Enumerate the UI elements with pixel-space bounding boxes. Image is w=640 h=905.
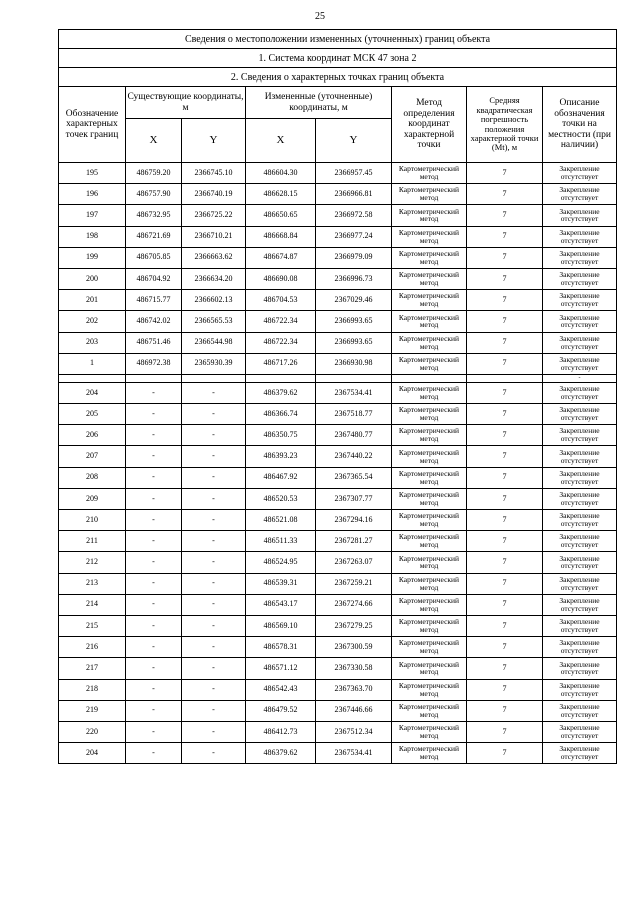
cell-point-id: 212 bbox=[59, 552, 126, 573]
cell-changed-y: 2366930.98 bbox=[316, 353, 392, 374]
table-row bbox=[59, 552, 617, 573]
cell-existing-x: 486732.95 bbox=[126, 205, 182, 226]
cell-description: Закрепление отсутствует bbox=[543, 404, 617, 425]
cell-changed-x: 486379.62 bbox=[246, 382, 316, 403]
cell-existing-x: - bbox=[126, 700, 182, 721]
cell-changed-y: 2367274.66 bbox=[316, 594, 392, 615]
cell-existing-y: - bbox=[182, 467, 246, 488]
cell-error: 7 bbox=[467, 353, 543, 374]
cell-existing-y: 2366710.21 bbox=[182, 226, 246, 247]
cell-point-id: 211 bbox=[59, 531, 126, 552]
cell-error: 7 bbox=[467, 573, 543, 594]
cell-point-id: 216 bbox=[59, 637, 126, 658]
header-changed-y: Y bbox=[316, 119, 392, 163]
table-row bbox=[59, 290, 617, 311]
cell-description: Закрепление отсутствует bbox=[543, 353, 617, 374]
cell-description: Закрепление отсутствует bbox=[543, 332, 617, 353]
cell-changed-y: 2366979.09 bbox=[316, 247, 392, 268]
cell-changed-x: 486690.08 bbox=[246, 268, 316, 289]
cell-description: Закрепление отсутствует bbox=[543, 700, 617, 721]
spacer-cell bbox=[246, 374, 316, 382]
table-row bbox=[59, 404, 617, 425]
spacer-cell bbox=[59, 374, 126, 382]
table-row bbox=[59, 205, 617, 226]
cell-changed-y: 2367307.77 bbox=[316, 488, 392, 509]
cell-error: 7 bbox=[467, 247, 543, 268]
cell-point-id: 219 bbox=[59, 700, 126, 721]
table-row bbox=[59, 637, 617, 658]
cell-changed-y: 2367300.59 bbox=[316, 637, 392, 658]
cell-changed-x: 486543.17 bbox=[246, 594, 316, 615]
cell-existing-y: - bbox=[182, 615, 246, 636]
page-number: 25 bbox=[315, 11, 325, 22]
cell-description: Закрепление отсутствует bbox=[543, 425, 617, 446]
cell-method: Картометрический метод bbox=[392, 247, 467, 268]
cell-method: Картометрический метод bbox=[392, 743, 467, 764]
table-row bbox=[59, 700, 617, 721]
cell-existing-y: - bbox=[182, 382, 246, 403]
cell-method: Картометрический метод bbox=[392, 467, 467, 488]
cell-error: 7 bbox=[467, 268, 543, 289]
coordinate-system-title: 1. Система координат МСК 47 зона 2 bbox=[59, 49, 617, 68]
cell-existing-y: - bbox=[182, 637, 246, 658]
cell-description: Закрепление отсутствует bbox=[543, 721, 617, 742]
spacer-cell bbox=[316, 374, 392, 382]
table-row bbox=[59, 226, 617, 247]
cell-changed-x: 486668.84 bbox=[246, 226, 316, 247]
cell-changed-x: 486524.95 bbox=[246, 552, 316, 573]
cell-changed-y: 2367440.22 bbox=[316, 446, 392, 467]
table-row bbox=[59, 658, 617, 679]
cell-existing-x: 486757.90 bbox=[126, 184, 182, 205]
table-row bbox=[59, 488, 617, 509]
cell-description: Закрепление отсутствует bbox=[543, 163, 617, 184]
header-existing-y: Y bbox=[182, 119, 246, 163]
cell-changed-y: 2366966.81 bbox=[316, 184, 392, 205]
cell-error: 7 bbox=[467, 637, 543, 658]
cell-method: Картометрический метод bbox=[392, 531, 467, 552]
cell-method: Картометрический метод bbox=[392, 382, 467, 403]
spacer-cell bbox=[182, 374, 246, 382]
cell-method: Картометрический метод bbox=[392, 290, 467, 311]
cell-changed-y: 2367259.21 bbox=[316, 573, 392, 594]
cell-description: Закрепление отсутствует bbox=[543, 467, 617, 488]
section-title: 2. Сведения о характерных точках границ объекта bbox=[59, 68, 617, 87]
header-existing-coordinates: Существующие координаты, м bbox=[126, 87, 246, 119]
spacer-cell bbox=[126, 374, 182, 382]
cell-error: 7 bbox=[467, 721, 543, 742]
cell-existing-x: 486704.92 bbox=[126, 268, 182, 289]
cell-error: 7 bbox=[467, 382, 543, 403]
cell-point-id: 215 bbox=[59, 615, 126, 636]
cell-point-id: 206 bbox=[59, 425, 126, 446]
cell-method: Картометрический метод bbox=[392, 268, 467, 289]
cell-changed-y: 2367480.77 bbox=[316, 425, 392, 446]
cell-existing-x: - bbox=[126, 552, 182, 573]
cell-method: Картометрический метод bbox=[392, 721, 467, 742]
cell-method: Картометрический метод bbox=[392, 510, 467, 531]
cell-changed-x: 486412.73 bbox=[246, 721, 316, 742]
table-row bbox=[59, 268, 617, 289]
cell-point-id: 205 bbox=[59, 404, 126, 425]
cell-changed-y: 2367512.34 bbox=[316, 721, 392, 742]
table-row bbox=[59, 721, 617, 742]
cell-changed-x: 486393.23 bbox=[246, 446, 316, 467]
cell-changed-y: 2367294.16 bbox=[316, 510, 392, 531]
header-error: Средняя квадратическая погрешность положения характерной точки (Mt), м bbox=[467, 87, 543, 163]
cell-description: Закрепление отсутствует bbox=[543, 510, 617, 531]
cell-changed-y: 2367365.54 bbox=[316, 467, 392, 488]
cell-existing-y: - bbox=[182, 573, 246, 594]
cell-description: Закрепление отсутствует bbox=[543, 226, 617, 247]
cell-error: 7 bbox=[467, 311, 543, 332]
cell-changed-y: 2367518.77 bbox=[316, 404, 392, 425]
table-row bbox=[59, 184, 617, 205]
cell-error: 7 bbox=[467, 615, 543, 636]
cell-description: Закрепление отсутствует bbox=[543, 552, 617, 573]
cell-changed-y: 2367330.58 bbox=[316, 658, 392, 679]
cell-existing-y: 2366725.22 bbox=[182, 205, 246, 226]
cell-description: Закрепление отсутствует bbox=[543, 268, 617, 289]
header-changed-coordinates: Измененные (уточненные) координаты, м bbox=[246, 87, 392, 119]
cell-error: 7 bbox=[467, 163, 543, 184]
cell-error: 7 bbox=[467, 332, 543, 353]
cell-existing-x: - bbox=[126, 488, 182, 509]
cell-description: Закрепление отсутствует bbox=[543, 637, 617, 658]
cell-existing-x: 486715.77 bbox=[126, 290, 182, 311]
cell-existing-y: - bbox=[182, 700, 246, 721]
cell-changed-y: 2367281.27 bbox=[316, 531, 392, 552]
spacer-cell bbox=[392, 374, 467, 382]
cell-point-id: 218 bbox=[59, 679, 126, 700]
cell-method: Картометрический метод bbox=[392, 184, 467, 205]
cell-changed-x: 486521.08 bbox=[246, 510, 316, 531]
cell-existing-x: - bbox=[126, 446, 182, 467]
cell-description: Закрепление отсутствует bbox=[543, 743, 617, 764]
cell-point-id: 197 bbox=[59, 205, 126, 226]
cell-existing-x: 486742.02 bbox=[126, 311, 182, 332]
cell-existing-y: 2366663.62 bbox=[182, 247, 246, 268]
cell-existing-x: - bbox=[126, 743, 182, 764]
cell-point-id: 209 bbox=[59, 488, 126, 509]
cell-error: 7 bbox=[467, 467, 543, 488]
cell-existing-x: - bbox=[126, 679, 182, 700]
table-row bbox=[59, 510, 617, 531]
cell-existing-x: - bbox=[126, 573, 182, 594]
cell-point-id: 196 bbox=[59, 184, 126, 205]
cell-existing-y: - bbox=[182, 658, 246, 679]
cell-method: Картометрический метод bbox=[392, 404, 467, 425]
cell-method: Картометрический метод bbox=[392, 552, 467, 573]
cell-point-id: 1 bbox=[59, 353, 126, 374]
cell-error: 7 bbox=[467, 743, 543, 764]
cell-changed-x: 486520.53 bbox=[246, 488, 316, 509]
cell-existing-y: - bbox=[182, 594, 246, 615]
cell-method: Картометрический метод bbox=[392, 615, 467, 636]
cell-error: 7 bbox=[467, 425, 543, 446]
cell-method: Картометрический метод bbox=[392, 488, 467, 509]
cell-changed-x: 486674.87 bbox=[246, 247, 316, 268]
cell-method: Картометрический метод bbox=[392, 679, 467, 700]
cell-existing-x: 486751.46 bbox=[126, 332, 182, 353]
cell-existing-x: - bbox=[126, 382, 182, 403]
cell-existing-x: 486705.85 bbox=[126, 247, 182, 268]
cell-existing-x: - bbox=[126, 658, 182, 679]
cell-changed-x: 486379.62 bbox=[246, 743, 316, 764]
cell-changed-y: 2367029.46 bbox=[316, 290, 392, 311]
cell-point-id: 199 bbox=[59, 247, 126, 268]
cell-existing-y: - bbox=[182, 679, 246, 700]
table-row bbox=[59, 743, 617, 764]
cell-method: Картометрический метод bbox=[392, 332, 467, 353]
cell-existing-y: - bbox=[182, 488, 246, 509]
cell-changed-y: 2366996.73 bbox=[316, 268, 392, 289]
cell-changed-x: 486628.15 bbox=[246, 184, 316, 205]
cell-changed-x: 486569.10 bbox=[246, 615, 316, 636]
cell-method: Картометрический метод bbox=[392, 226, 467, 247]
cell-description: Закрепление отсутствует bbox=[543, 446, 617, 467]
cell-point-id: 204 bbox=[59, 743, 126, 764]
table-row bbox=[59, 425, 617, 446]
cell-changed-y: 2367263.07 bbox=[316, 552, 392, 573]
cell-error: 7 bbox=[467, 552, 543, 573]
table-row bbox=[59, 679, 617, 700]
cell-point-id: 202 bbox=[59, 311, 126, 332]
cell-error: 7 bbox=[467, 488, 543, 509]
cell-changed-y: 2366993.65 bbox=[316, 332, 392, 353]
spacer-cell: - bbox=[543, 374, 617, 382]
cell-error: 7 bbox=[467, 531, 543, 552]
cell-error: 7 bbox=[467, 446, 543, 467]
table-row bbox=[59, 573, 617, 594]
cell-existing-y: 2366602.13 bbox=[182, 290, 246, 311]
cell-existing-x: 486759.20 bbox=[126, 163, 182, 184]
cell-existing-y: - bbox=[182, 721, 246, 742]
cell-description: Закрепление отсутствует bbox=[543, 382, 617, 403]
cell-point-id: 213 bbox=[59, 573, 126, 594]
table-row bbox=[59, 446, 617, 467]
table-row bbox=[59, 163, 617, 184]
cell-changed-y: 2367534.41 bbox=[316, 743, 392, 764]
cell-error: 7 bbox=[467, 290, 543, 311]
cell-point-id: 195 bbox=[59, 163, 126, 184]
cell-existing-x: - bbox=[126, 510, 182, 531]
cell-changed-x: 486578.31 bbox=[246, 637, 316, 658]
table-row bbox=[59, 247, 617, 268]
table-row bbox=[59, 615, 617, 636]
cell-description: Закрепление отсутствует bbox=[543, 205, 617, 226]
cell-existing-y: - bbox=[182, 531, 246, 552]
cell-error: 7 bbox=[467, 404, 543, 425]
cell-error: 7 bbox=[467, 510, 543, 531]
coordinates-table bbox=[58, 29, 617, 764]
cell-existing-x: - bbox=[126, 721, 182, 742]
cell-changed-y: 2366993.65 bbox=[316, 311, 392, 332]
cell-method: Картометрический метод bbox=[392, 573, 467, 594]
cell-description: Закрепление отсутствует bbox=[543, 247, 617, 268]
cell-existing-x: 486721.69 bbox=[126, 226, 182, 247]
cell-description: Закрепление отсутствует bbox=[543, 531, 617, 552]
table-row bbox=[59, 332, 617, 353]
cell-existing-y: - bbox=[182, 446, 246, 467]
cell-method: Картометрический метод bbox=[392, 637, 467, 658]
cell-point-id: 217 bbox=[59, 658, 126, 679]
cell-error: 7 bbox=[467, 184, 543, 205]
cell-point-id: 203 bbox=[59, 332, 126, 353]
cell-error: 7 bbox=[467, 205, 543, 226]
cell-changed-y: 2366957.45 bbox=[316, 163, 392, 184]
cell-error: 7 bbox=[467, 594, 543, 615]
cell-description: Закрепление отсутствует bbox=[543, 488, 617, 509]
cell-changed-x: 486479.52 bbox=[246, 700, 316, 721]
table-row bbox=[59, 594, 617, 615]
cell-changed-y: 2367446.66 bbox=[316, 700, 392, 721]
cell-point-id: 204 bbox=[59, 382, 126, 403]
cell-existing-y: - bbox=[182, 404, 246, 425]
cell-changed-y: 2366977.24 bbox=[316, 226, 392, 247]
cell-point-id: 201 bbox=[59, 290, 126, 311]
cell-existing-x: - bbox=[126, 615, 182, 636]
cell-existing-x: - bbox=[126, 531, 182, 552]
spacer-cell bbox=[467, 374, 543, 382]
table-title: Сведения о местоположении измененных (уточненных) границ объекта bbox=[59, 30, 617, 49]
table-row bbox=[59, 353, 617, 374]
cell-description: Закрепление отсутствует bbox=[543, 184, 617, 205]
cell-existing-y: 2366565.53 bbox=[182, 311, 246, 332]
cell-changed-x: 486650.65 bbox=[246, 205, 316, 226]
cell-point-id: 208 bbox=[59, 467, 126, 488]
cell-changed-x: 486717.26 bbox=[246, 353, 316, 374]
cell-error: 7 bbox=[467, 679, 543, 700]
cell-existing-y: 2366544.98 bbox=[182, 332, 246, 353]
cell-description: Закрепление отсутствует bbox=[543, 615, 617, 636]
cell-existing-y: - bbox=[182, 510, 246, 531]
cell-changed-x: 486704.53 bbox=[246, 290, 316, 311]
cell-description: Закрепление отсутствует bbox=[543, 658, 617, 679]
cell-changed-x: 486722.34 bbox=[246, 311, 316, 332]
cell-method: Картометрический метод bbox=[392, 658, 467, 679]
cell-point-id: 220 bbox=[59, 721, 126, 742]
header-method: Метод определения координат характерной точки bbox=[392, 87, 467, 163]
cell-point-id: 207 bbox=[59, 446, 126, 467]
cell-description: Закрепление отсутствует bbox=[543, 290, 617, 311]
cell-changed-x: 486467.92 bbox=[246, 467, 316, 488]
cell-existing-x: 486972.38 bbox=[126, 353, 182, 374]
cell-method: Картометрический метод bbox=[392, 311, 467, 332]
spacer-row bbox=[59, 374, 617, 382]
cell-point-id: 200 bbox=[59, 268, 126, 289]
cell-changed-x: 486722.34 bbox=[246, 332, 316, 353]
cell-existing-x: - bbox=[126, 637, 182, 658]
cell-point-id: 210 bbox=[59, 510, 126, 531]
cell-changed-y: 2367363.70 bbox=[316, 679, 392, 700]
cell-description: Закрепление отсутствует bbox=[543, 311, 617, 332]
cell-method: Картометрический метод bbox=[392, 446, 467, 467]
cell-method: Картометрический метод bbox=[392, 205, 467, 226]
cell-existing-y: - bbox=[182, 425, 246, 446]
cell-existing-x: - bbox=[126, 404, 182, 425]
cell-error: 7 bbox=[467, 658, 543, 679]
table-row bbox=[59, 311, 617, 332]
cell-point-id: 198 bbox=[59, 226, 126, 247]
cell-existing-x: - bbox=[126, 425, 182, 446]
cell-existing-y: - bbox=[182, 743, 246, 764]
cell-changed-y: 2366972.58 bbox=[316, 205, 392, 226]
header-designation: Обозначение характерных точек границ bbox=[59, 87, 126, 163]
header-description: Описание обозначения точки на местности (при наличии) bbox=[543, 87, 617, 163]
cell-existing-x: - bbox=[126, 467, 182, 488]
cell-description: Закрепление отсутствует bbox=[543, 594, 617, 615]
cell-changed-x: 486350.75 bbox=[246, 425, 316, 446]
cell-existing-y: 2365930.39 bbox=[182, 353, 246, 374]
cell-method: Картометрический метод bbox=[392, 163, 467, 184]
table-row bbox=[59, 531, 617, 552]
cell-method: Картометрический метод bbox=[392, 353, 467, 374]
cell-error: 7 bbox=[467, 700, 543, 721]
cell-changed-x: 486366.74 bbox=[246, 404, 316, 425]
cell-existing-y: 2366634.20 bbox=[182, 268, 246, 289]
cell-changed-x: 486542.43 bbox=[246, 679, 316, 700]
cell-changed-x: 486511.33 bbox=[246, 531, 316, 552]
table-row bbox=[59, 382, 617, 403]
cell-changed-x: 486571.12 bbox=[246, 658, 316, 679]
cell-method: Картометрический метод bbox=[392, 700, 467, 721]
cell-existing-y: 2366745.10 bbox=[182, 163, 246, 184]
header-changed-x: X bbox=[246, 119, 316, 163]
cell-method: Картометрический метод bbox=[392, 594, 467, 615]
table-body bbox=[59, 30, 617, 764]
cell-changed-x: 486539.31 bbox=[246, 573, 316, 594]
cell-description: Закрепление отсутствует bbox=[543, 573, 617, 594]
cell-method: Картометрический метод bbox=[392, 425, 467, 446]
cell-changed-x: 486604.30 bbox=[246, 163, 316, 184]
cell-changed-y: 2367279.25 bbox=[316, 615, 392, 636]
header-existing-x: X bbox=[126, 119, 182, 163]
cell-error: 7 bbox=[467, 226, 543, 247]
table-row bbox=[59, 467, 617, 488]
cell-description: Закрепление отсутствует bbox=[543, 679, 617, 700]
cell-existing-y: 2366740.19 bbox=[182, 184, 246, 205]
cell-point-id: 214 bbox=[59, 594, 126, 615]
cell-existing-y: - bbox=[182, 552, 246, 573]
cell-existing-x: - bbox=[126, 594, 182, 615]
cell-changed-y: 2367534.41 bbox=[316, 382, 392, 403]
